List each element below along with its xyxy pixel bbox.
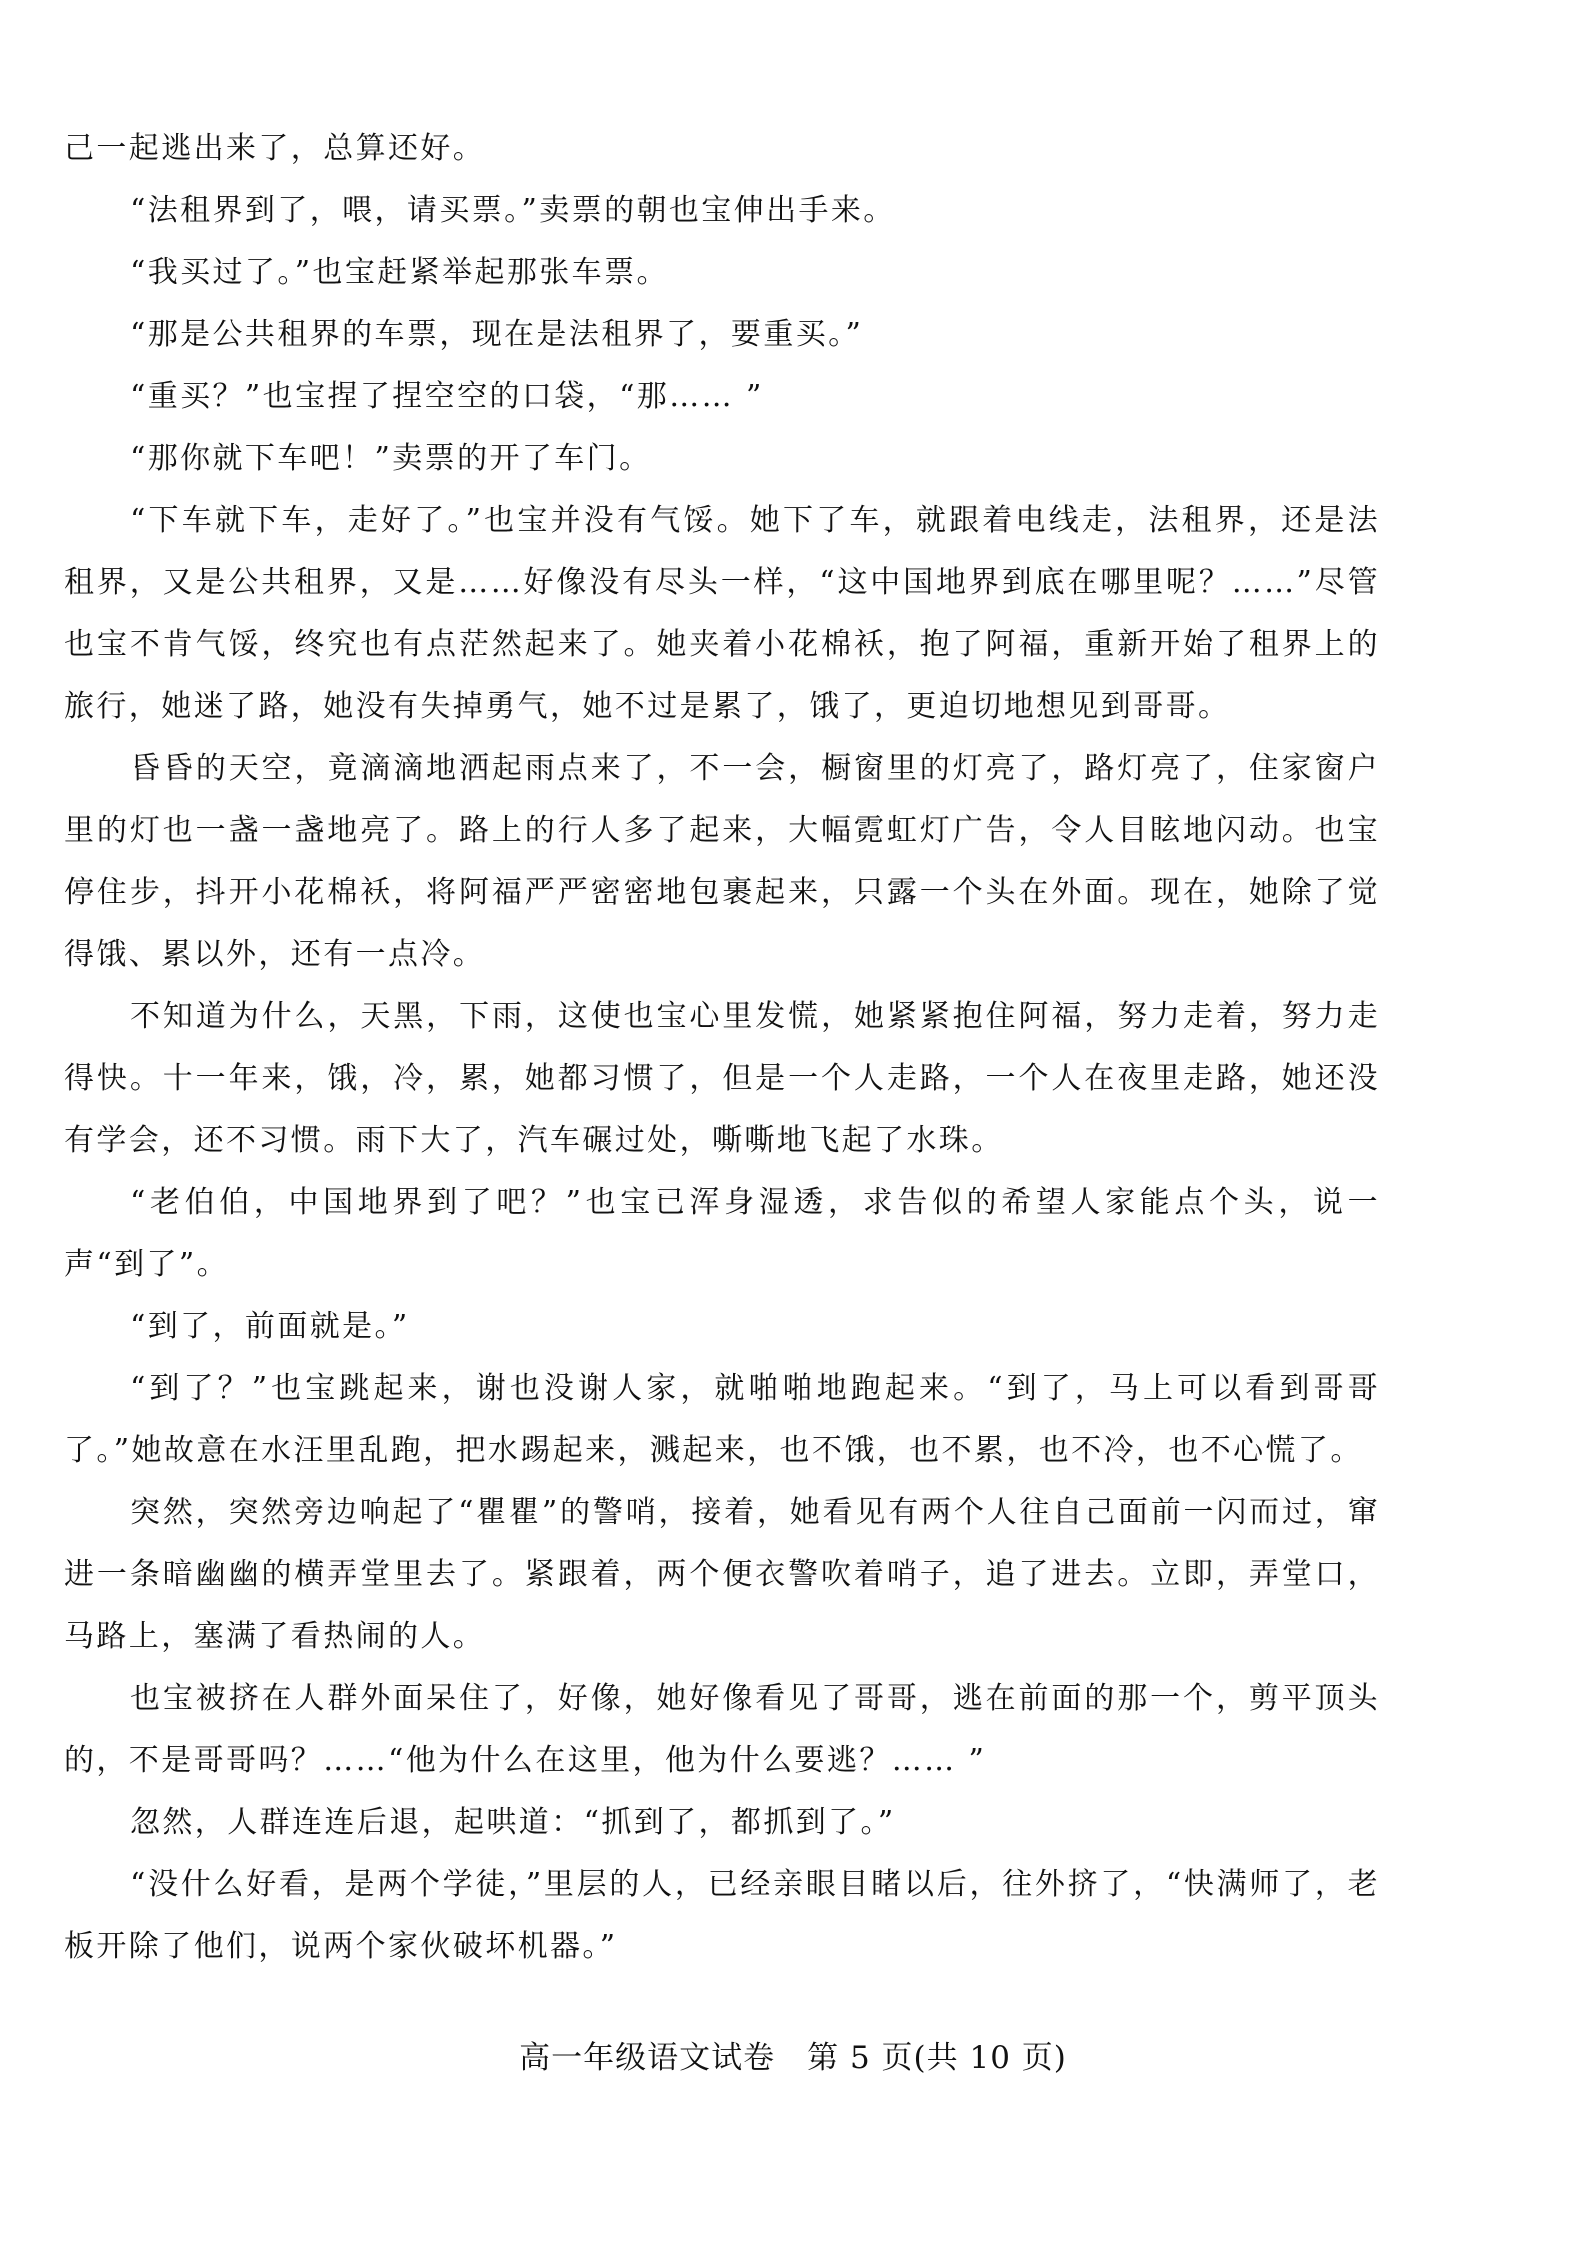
paragraph: “老伯伯，中国地界到了吧？”也宝已浑身湿透，求告似的希望人家能点个头，说一声“到了”。 <box>64 1185 1380 1282</box>
paragraph: “那你就下车吧！”卖票的开了车门。 <box>130 441 652 476</box>
paragraph: “没什么好看，是两个学徒，”里层的人，已经亲眼目睹以后，往外挤了，“快满师了，老板开除了他们，说两个家伙破坏机器。” <box>64 1867 1380 1964</box>
paragraph: 忽然，人群连连后退，起哄道：“抓到了，都抓到了。” <box>130 1805 896 1840</box>
page-footer: 高一年级语文试卷 第 5 页(共 10 页) <box>519 2040 1067 2076</box>
paragraph: “到了，前面就是。” <box>130 1309 410 1344</box>
paragraph: “下车就下车，走好了。”也宝并没有气馁。她下了车，就跟着电线走，法租界，还是法租界，又是公共租界，又是……好像没有尽头一样，“这中国地界到底在哪里呢？……”尽管也宝不肯气馁，终究也有点茫然起来了。她夹着小花棉袄，抱了阿福，重新开始了租界上的旅行，她迷了路，她没有失掉勇气，她不过是累了，饿了，更迫切地想见到哥哥。 <box>64 503 1380 724</box>
paragraph-continuation: 己一起逃出来了，总算还好。 <box>64 131 486 166</box>
paragraph: “法租界到了，喂，请买票。”卖票的朝也宝伸出手来。 <box>130 193 896 228</box>
paragraph: “重买？”也宝捏了捏空空的口袋，“那…… ” <box>130 379 764 414</box>
paragraph: 突然，突然旁边响起了“瞿瞿”的警哨，接着，她看见有两个人往自己面前一闪而过，窜进一条暗幽幽的横弄堂里去了。紧跟着，两个便衣警吹着哨子，追了进去。立即，弄堂口，马路上，塞满了看热闹的人。 <box>64 1495 1380 1654</box>
paragraph: “到了？”也宝跳起来，谢也没谢人家，就啪啪地跑起来。“到了，马上可以看到哥哥了。”她故意在水汪里乱跑，把水踢起来，溅起来，也不饿，也不累，也不冷，也不心慌了。 <box>64 1371 1380 1468</box>
article-body <box>64 118 1380 1978</box>
paragraph: “我买过了。”也宝赶紧举起那张车票。 <box>130 255 669 290</box>
paragraph: 不知道为什么，天黑，下雨，这使也宝心里发慌，她紧紧抱住阿福，努力走着，努力走得快。十一年来，饿，冷，累，她都习惯了，但是一个人走路，一个人在夜里走路，她还没有学会，还不习惯。雨下大了，汽车碾过处，嘶嘶地飞起了水珠。 <box>64 999 1380 1158</box>
paragraph: “那是公共租界的车票，现在是法租界了，要重买。” <box>130 317 864 352</box>
paragraph: 也宝被挤在人群外面呆住了，好像，她好像看见了哥哥，逃在前面的那一个，剪平顶头的，不是哥哥吗？……“他为什么在这里，他为什么要逃？…… ” <box>64 1681 1380 1778</box>
paragraph: 昏昏的天空，竟滴滴地洒起雨点来了，不一会，橱窗里的灯亮了，路灯亮了，住家窗户里的灯也一盏一盏地亮了。路上的行人多了起来，大幅霓虹灯广告，令人目眩地闪动。也宝停住步，抖开小花棉袄，将阿福严严密密地包裹起来，只露一个头在外面。现在，她除了觉得饿、累以外，还有一点冷。 <box>64 751 1380 972</box>
